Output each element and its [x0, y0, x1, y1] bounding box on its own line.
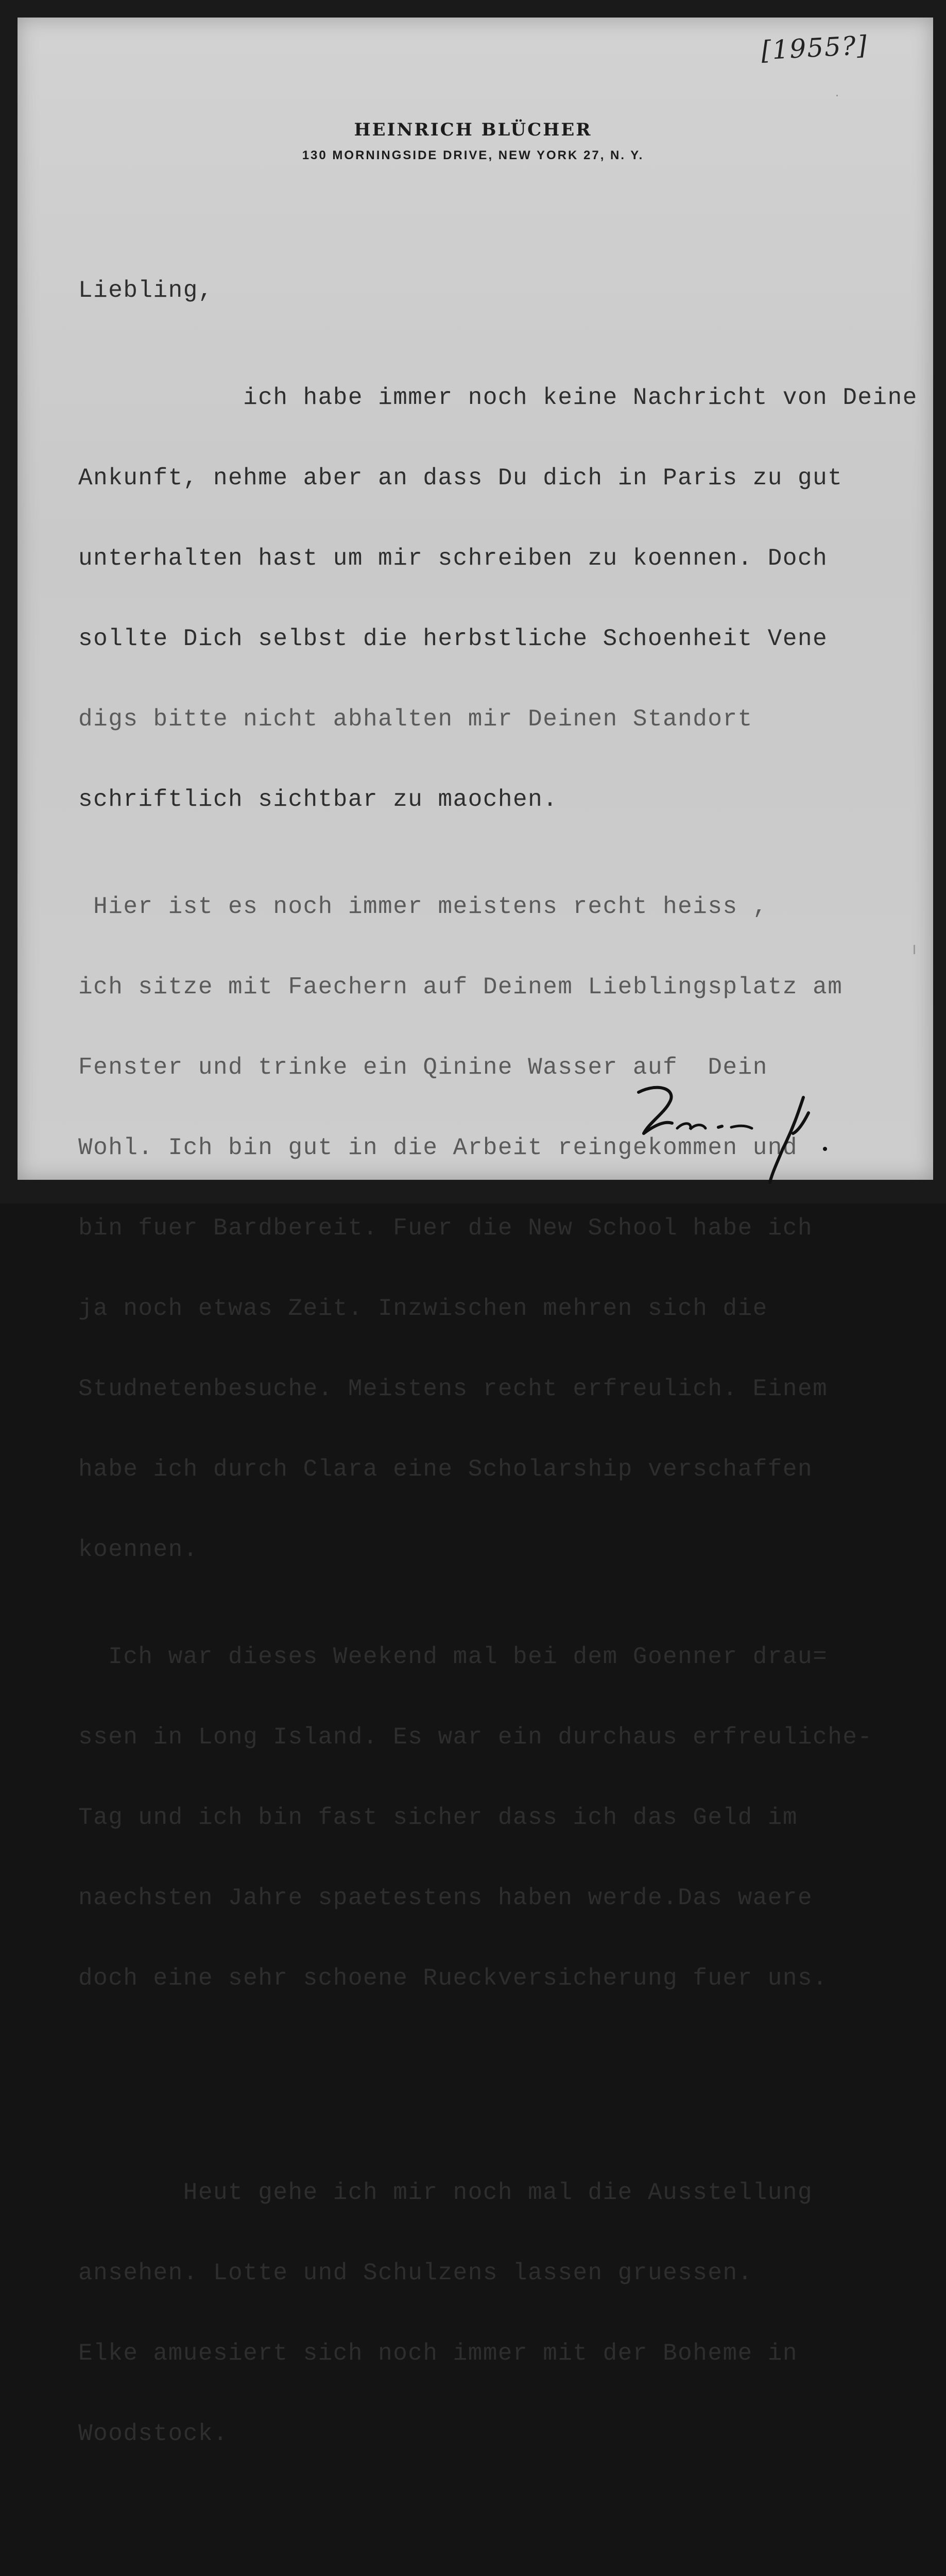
- letter-line: Ich war dieses Weekend mal bei dem Goenner drau=: [78, 1643, 828, 1670]
- signature-stroke: [718, 1126, 722, 1127]
- letter-line: ich habe immer noch keine Nachricht von Deine: [78, 384, 918, 411]
- letter-body: [78, 224, 923, 2576]
- letter-line: ansehen. Lotte und Schulzens lassen gruessen.: [78, 2260, 753, 2286]
- letterhead-name: HEINRICH BLÜCHER: [354, 120, 592, 140]
- letter-line: Wohl. Ich bin gut in die Arbeit reingekommen und: [78, 1134, 798, 1161]
- letter-line: ich sitze mit Faechern auf Deinem Lieblingsplatz am: [78, 974, 843, 1001]
- letter-line: digs bitte nicht abhalten mir Deinen Standort: [78, 706, 753, 733]
- paper-speck: [836, 95, 838, 96]
- paragraph-gap: [78, 2528, 923, 2554]
- letter-line: naechsten Jahre spaetestens haben werde.Das waere: [78, 1885, 813, 1911]
- salutation: Liebling,: [78, 277, 213, 304]
- letter-line: unterhalten hast um mir schreiben zu koennen. Doch: [78, 545, 828, 572]
- letter-line: habe ich durch Clara eine Scholarship verschaffen: [78, 1456, 813, 1483]
- handwritten-date-note: [1955?]: [760, 30, 869, 66]
- letter-line: Heut gehe ich mir noch mal die Ausstellung: [78, 2179, 813, 2206]
- letter-line: Fenster und trinke ein Qinine Wasser auf Dein: [78, 1054, 768, 1081]
- letter-line: ssen in Long Island. Es war ein durchaus erfreuliche-: [78, 1724, 873, 1751]
- letter-line: bin fuer Bardbereit. Fuer die New School habe ich: [78, 1215, 813, 1242]
- letter-line: Tag und ich bin fast sicher dass ich das Geld im: [78, 1804, 798, 1831]
- letter-line: doch eine sehr schoene Rueckversicherung fuer uns.: [78, 1965, 828, 1992]
- signature-stroke: [770, 1097, 809, 1182]
- signature-stroke: [677, 1124, 706, 1129]
- signature-dot: [823, 1147, 827, 1151]
- letter-line: Studnetenbesuche. Meistens recht erfreulich. Einem: [78, 1376, 828, 1402]
- letter-line: sollte Dich selbst die herbstliche Schoenheit Vene: [78, 625, 828, 652]
- letter-line: Hier ist es noch immer meistens recht heiss ,: [78, 893, 768, 920]
- signature-stroke: [639, 1088, 672, 1133]
- letter-line: Elke amuesiert sich noch immer mit der Boheme in: [78, 2340, 798, 2367]
- handwritten-signature: [628, 1072, 845, 1190]
- signature-stroke: [731, 1126, 752, 1128]
- letterhead-address: 130 MORNINGSIDE DRIVE, NEW YORK 27, N. Y.: [302, 148, 644, 162]
- letter-line: Woodstock.: [78, 2420, 229, 2447]
- letter-line: koennen.: [78, 1536, 198, 1563]
- letter-line: schriftlich sichtbar zu maochen.: [78, 786, 558, 813]
- letter-line: ja noch etwas Zeit. Inzwischen mehren sich die: [78, 1295, 768, 1322]
- letter-line: Ankunft, nehme aber an dass Du dich in Paris zu gut: [78, 465, 843, 492]
- paragraph-gap: [78, 2072, 923, 2099]
